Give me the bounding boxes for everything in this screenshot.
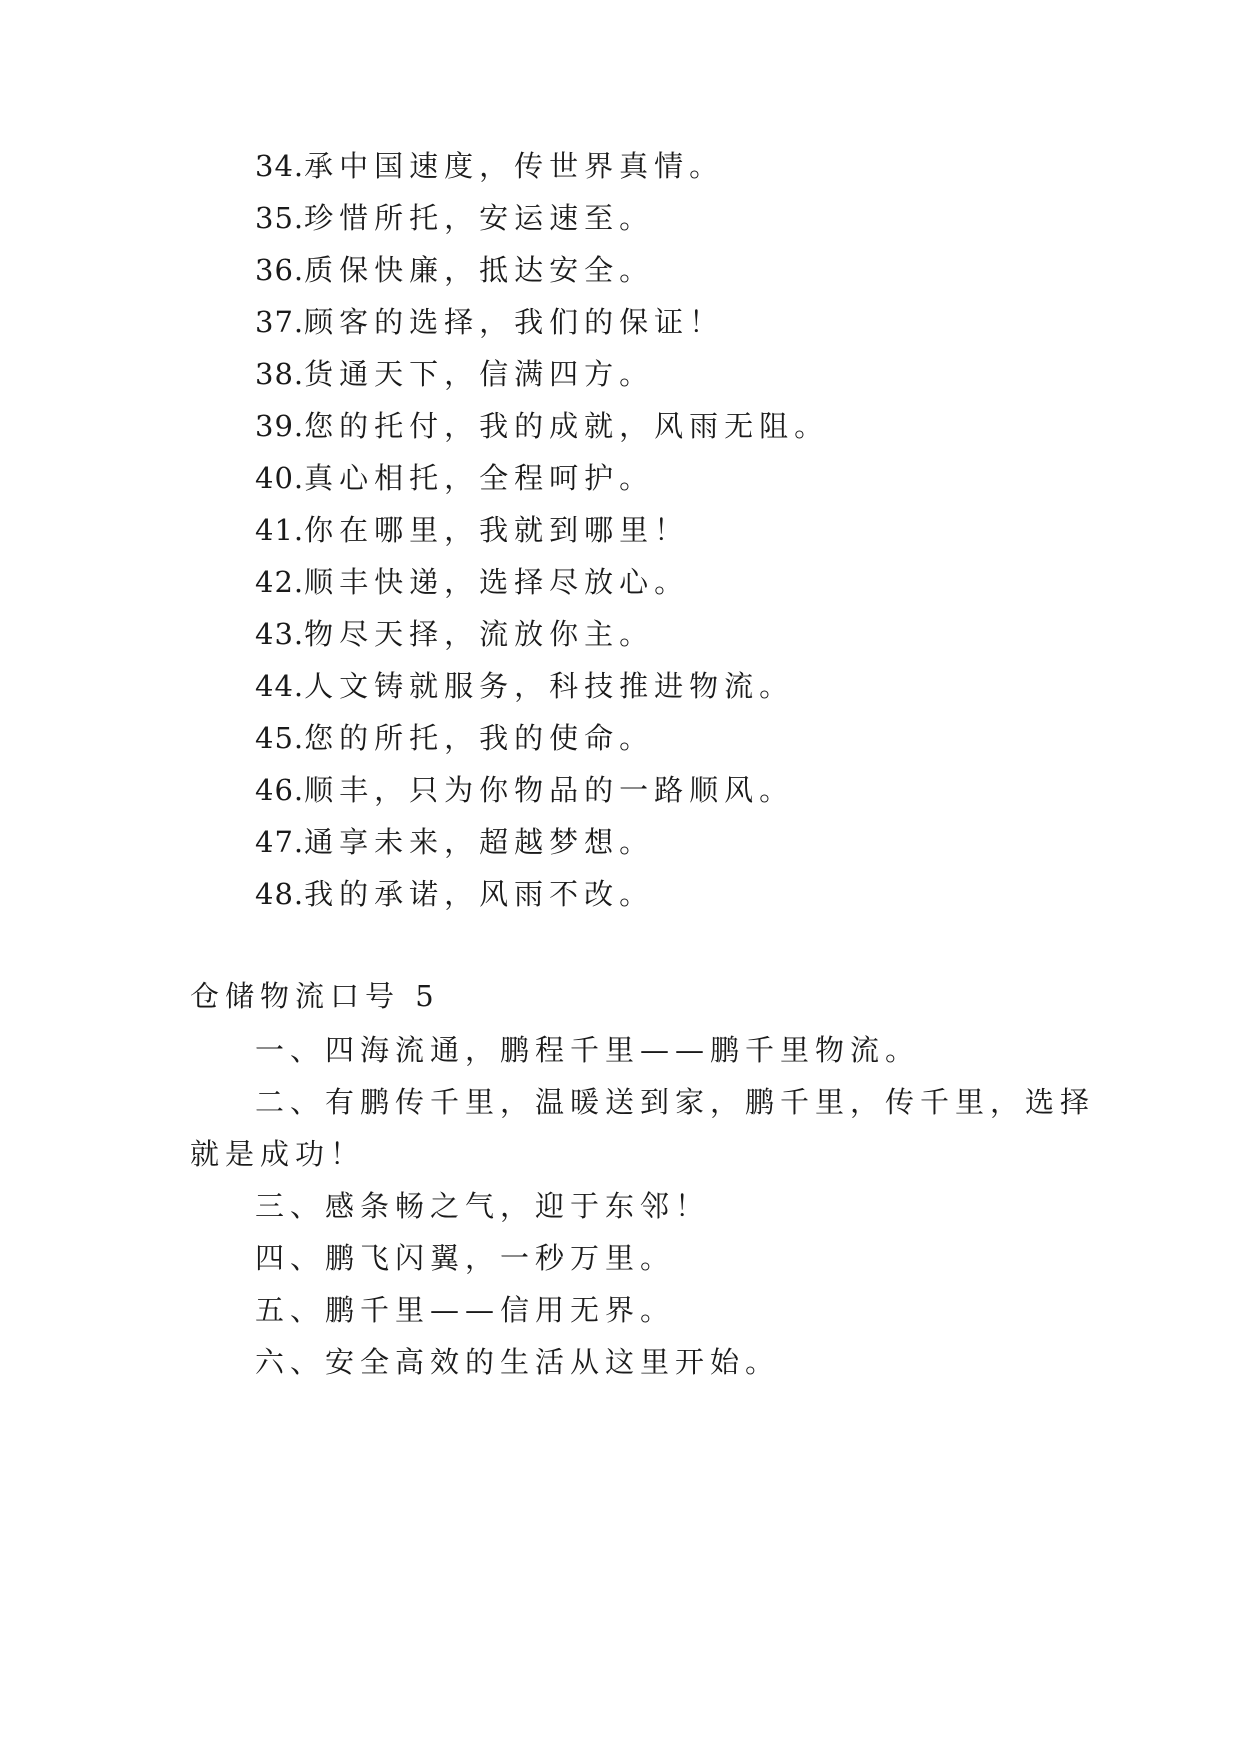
list-item (255, 874, 654, 914)
item-text: 物尽天择，流放你主。 (304, 617, 655, 651)
item-text: 你在哪里，我就到哪里！ (304, 513, 690, 547)
list-item (255, 666, 794, 706)
item-text: 顺丰，只为你物品的一路顺风。 (304, 773, 795, 807)
item-number: 37. (255, 305, 305, 339)
list-item (255, 302, 724, 342)
list-item (255, 146, 724, 186)
item-number: 38. (255, 357, 305, 391)
list-item (255, 822, 654, 862)
slogan-item: 二、有鹏传千里，温暖送到家，鹏千里，传千里，选择 (255, 1085, 1096, 1119)
item-number: 41. (255, 513, 305, 547)
item-number: 45. (255, 721, 305, 755)
item-number: 46. (255, 773, 305, 807)
list-item (255, 718, 654, 758)
item-number: 44. (255, 669, 305, 703)
list-item (255, 198, 654, 238)
item-text: 您的所托，我的使命。 (304, 721, 655, 755)
item-number: 40. (255, 461, 305, 495)
slogan-item: 五、鹏千里——信用无界。 (255, 1293, 676, 1327)
section-title: 仓储物流口号 5 (190, 979, 440, 1013)
slogan-item: 三、感条畅之气，迎于东邻！ (255, 1189, 711, 1223)
list-item (255, 770, 794, 810)
list-item (255, 406, 829, 446)
item-number: 36. (255, 253, 305, 287)
list-item (255, 614, 654, 654)
list-item (255, 354, 654, 394)
slogan-item: 四、鹏飞闪翼，一秒万里。 (255, 1241, 676, 1275)
item-text: 真心相托，全程呵护。 (304, 461, 655, 495)
item-text: 您的托付，我的成就，风雨无阻。 (304, 409, 830, 443)
item-text: 顺丰快递，选择尽放心。 (304, 565, 690, 599)
item-number: 42. (255, 565, 305, 599)
list-item (255, 458, 654, 498)
item-text: 质保快廉，抵达安全。 (304, 253, 655, 287)
item-number: 35. (255, 201, 305, 235)
item-number: 34. (255, 149, 305, 183)
item-number: 43. (255, 617, 305, 651)
list-item (255, 250, 654, 290)
item-text: 我的承诺，风雨不改。 (304, 877, 655, 911)
item-text: 人文铸就服务，科技推进物流。 (304, 669, 795, 703)
item-text: 通享未来，超越梦想。 (304, 825, 655, 859)
item-number: 48. (255, 877, 305, 911)
item-number: 39. (255, 409, 305, 443)
item-text: 承中国速度，传世界真情。 (304, 149, 725, 183)
item-text: 货通天下，信满四方。 (304, 357, 655, 391)
slogan-item-continued: 就是成功！ (190, 1137, 366, 1171)
item-number: 47. (255, 825, 305, 859)
slogan-item: 一、四海流通，鹏程千里——鹏千里物流。 (255, 1033, 921, 1067)
list-item (255, 562, 689, 602)
item-text: 顾客的选择，我们的保证！ (304, 305, 725, 339)
list-item (255, 510, 689, 550)
item-text: 珍惜所托，安运速至。 (304, 201, 655, 235)
slogan-item: 六、安全高效的生活从这里开始。 (255, 1345, 781, 1379)
